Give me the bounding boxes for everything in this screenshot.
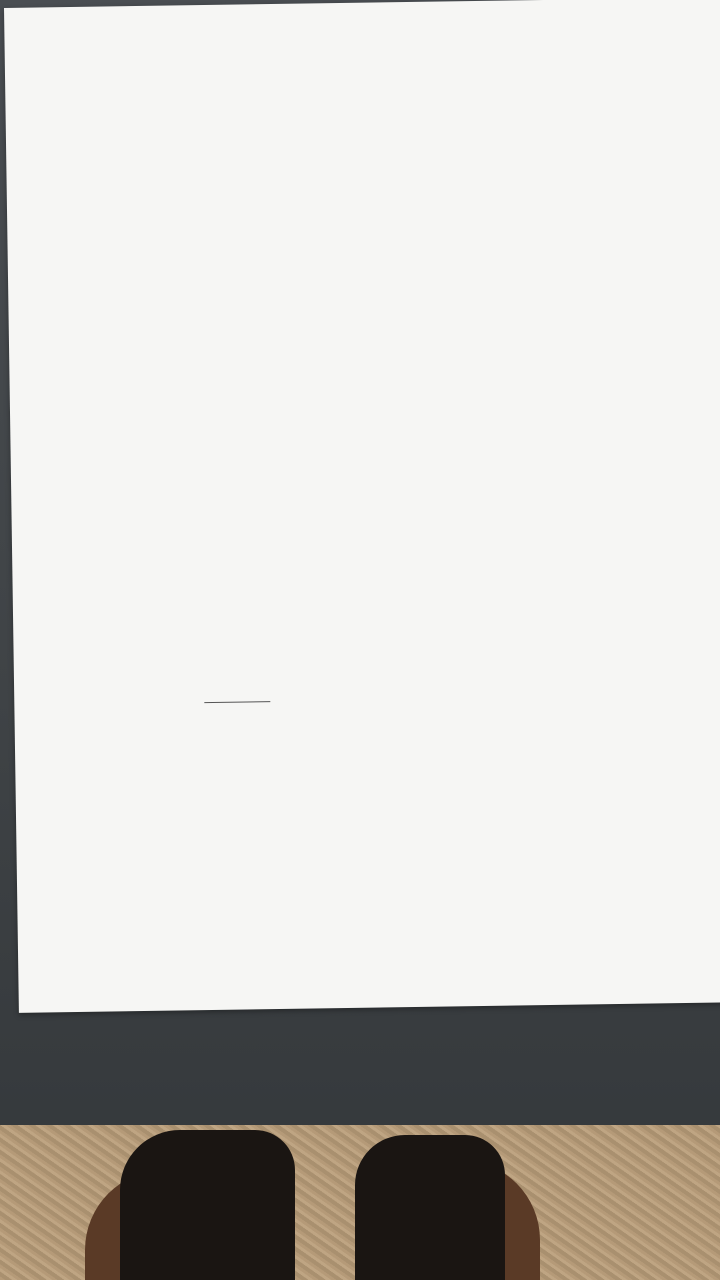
boot-left <box>120 1130 295 1280</box>
note-text <box>12 10 664 34</box>
menu-sheet <box>4 0 720 1013</box>
signature-line <box>204 701 270 703</box>
boot-right <box>355 1135 505 1280</box>
menu-content <box>12 10 664 34</box>
